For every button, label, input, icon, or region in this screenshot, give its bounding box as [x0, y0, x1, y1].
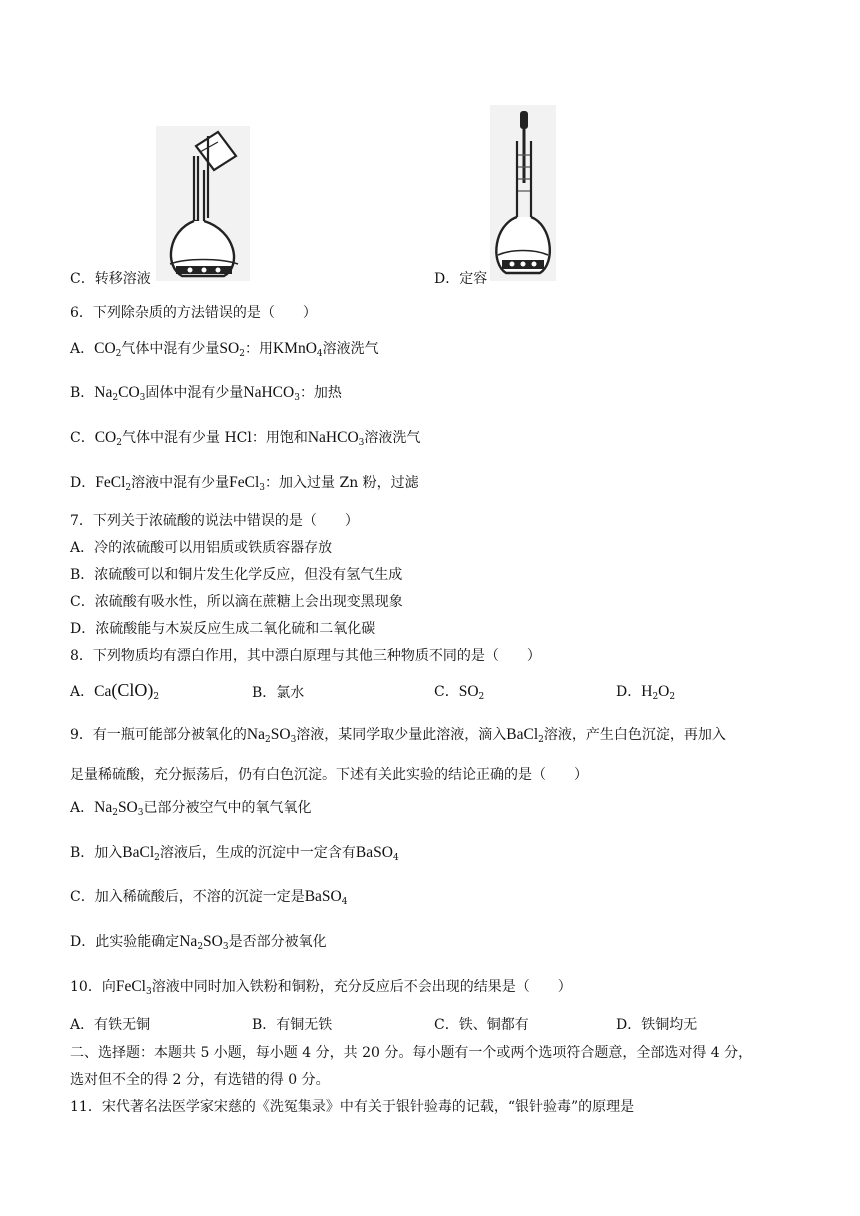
q10-stem: 10．向FeCl$_3$溶液中同时加入铁粉和铜粉，充分反应后不会出现的结果是（ ）: [70, 978, 572, 997]
q6-option-b: B．$Na_2CO_3$固体中混有少量NaHCO$_3$：加热: [70, 384, 342, 403]
q6-option-a: A．$CO_2$气体中混有少量$SO_2$：用KMnO$_4$溶液洗气: [70, 340, 379, 359]
q9-stem-line1: 9．有一瓶可能部分被氧化的$Na_2SO_3$溶液，某同学取少量此溶液，滴入BaCl$_2$溶液，产生白色沉淀，再加入: [70, 726, 726, 745]
q10-option-a: A．有铁无铜: [70, 1017, 151, 1033]
q10-option-d: D．铁铜均无: [616, 1017, 698, 1033]
transfer-solution-figure: [156, 126, 250, 281]
q8-stem: 8．下列物质均有漂白作用，其中漂白原理与其他三种物质不同的是（ ）: [70, 648, 541, 664]
q5-option-d: D．定容: [434, 271, 488, 287]
q10-option-b: B．有铜无铁: [252, 1017, 333, 1033]
q9-option-a: A．$Na_2SO_3$已部分被空气中的氧气氧化: [70, 799, 312, 818]
q9-stem-line2: 足量稀硫酸，充分振荡后，仍有白色沉淀。下述有关此实验的结论正确的是（ ）: [70, 767, 588, 783]
q9-option-d: D．此实验能确定$Na_2SO_3$是否部分被氧化: [70, 933, 327, 952]
q7-option-c: C．浓硫酸有吸水性，所以滴在蔗糖上会出现变黑现象: [70, 594, 403, 610]
q5-option-c: C．转移溶液: [70, 271, 151, 287]
q8-option-c: C．$SO_2$: [434, 683, 485, 702]
q9-option-b: B．加入BaCl$_2$溶液后，生成的沉淀中一定含有BaSO$_4$: [70, 844, 399, 863]
q6-stem: 6．下列除杂质的方法错误的是（ ）: [70, 305, 317, 321]
q9-option-c: C．加入稀硫酸后，不溶的沉淀一定是BaSO$_4$: [70, 888, 348, 907]
q11-stem: 11．宋代著名法医学家宋慈的《洗冤集录》中有关于银针验毒的记载，“银针验毒”的原理是: [70, 1099, 635, 1115]
q7-option-d: D．浓硫酸能与木炭反应生成二氧化硫和二氧化碳: [70, 621, 376, 637]
q6-option-c: C．$CO_2$气体中混有少量 HCl：用饱和NaHCO$_3$溶液洗气: [70, 429, 421, 448]
section2-instructions-line2: 选对但不全的得 2 分，有选错的得 0 分。: [70, 1072, 330, 1088]
section2-instructions-line1: 二、选择题：本题共 5 小题，每小题 4 分，共 20 分。每小题有一个或两个选项符合题意，全部选对得 4 分，: [70, 1045, 753, 1061]
q8-option-d: D．$H_2O_2$: [616, 683, 676, 702]
dilute-to-mark-figure: [490, 105, 556, 281]
q8-option-a: A．$Ca(ClO)_2$: [70, 680, 160, 702]
q7-option-b: B．浓硫酸可以和铜片发生化学反应，但没有氢气生成: [70, 567, 403, 583]
q10-option-c: C．铁、铜都有: [434, 1017, 529, 1033]
q7-option-a: A．冷的浓硫酸可以用铝质或铁质容器存放: [70, 540, 333, 556]
q6-option-d: D．FeCl$_2$溶液中混有少量FeCl$_3$：加入过量 Zn 粉，过滤: [70, 474, 419, 493]
q8-option-b: B．氯水: [252, 685, 305, 701]
q7-stem: 7．下列关于浓硫酸的说法中错误的是（ ）: [70, 513, 359, 529]
